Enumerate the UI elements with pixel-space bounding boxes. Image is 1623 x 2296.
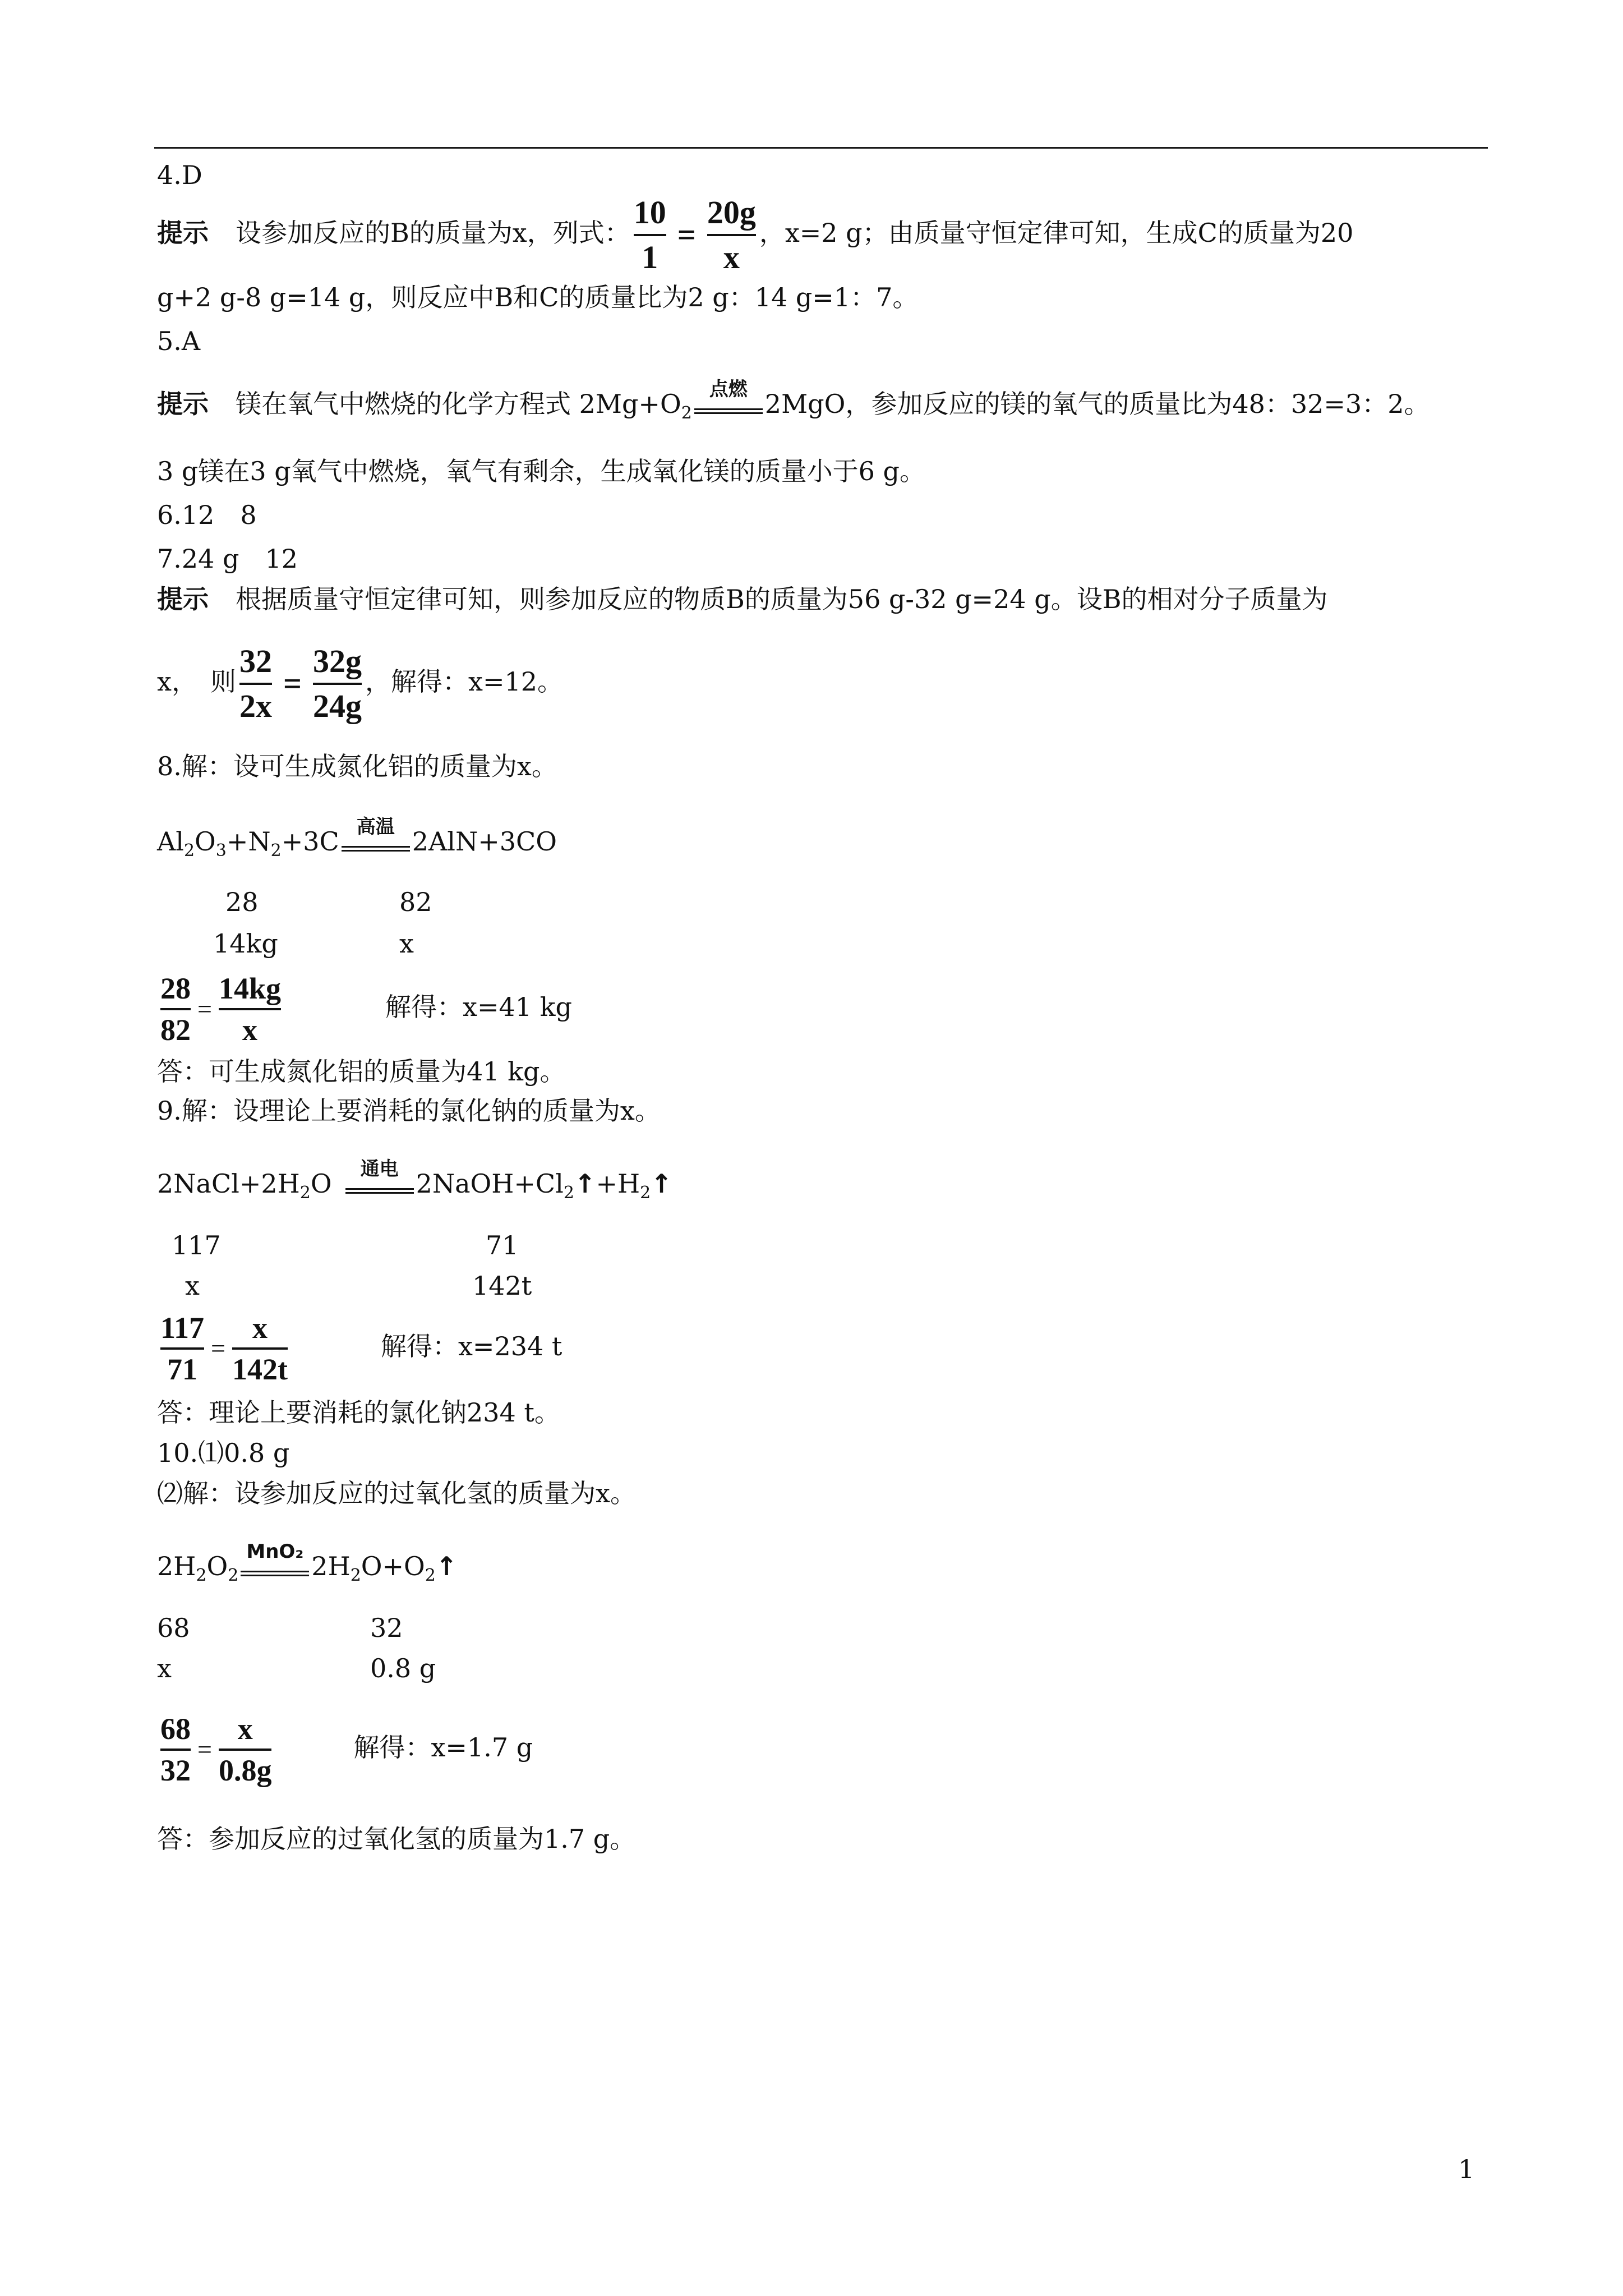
fraction: $\frac{x}{0.8g}$ (218, 1712, 272, 1787)
hint-label: 提示 (157, 584, 209, 614)
answer-9-final: 答：理论上要消耗的氯化钠234 t。 (157, 1397, 560, 1428)
mass-10-a: x (157, 1653, 172, 1683)
ratio-10-a: 68 (157, 1613, 190, 1643)
ratio-8-b: 82 (399, 887, 432, 917)
reaction-condition: 点燃 (692, 387, 765, 421)
mass-9-b: 142t (472, 1271, 532, 1301)
mass-10-b: 0.8 g (370, 1653, 436, 1683)
proportion-9: $\frac{117}{71}$ = $\frac{x}{142t}$ 解得：x=234 t (157, 1304, 562, 1388)
hint-label: 提示 (157, 218, 209, 248)
answer-4: 4.D (157, 160, 202, 190)
page-number: 1 (1458, 2154, 1475, 2184)
answer-10-2: ⑵解：设参加反应的过氧化氢的质量为x。 (157, 1478, 636, 1508)
reaction-condition: 高温 (339, 825, 412, 858)
fraction: $\frac{28}{82}$ (160, 972, 191, 1047)
fraction: $\frac{x}{142t}$ (232, 1311, 288, 1386)
hint-4-cont: g+2 g-8 g=14 g，则反应中B和C的质量比为2 g：14 g=1：7。 (157, 282, 919, 312)
hint-5-cont: 3 g镁在3 g氧气中燃烧，氧气有剩余，生成氧化镁的质量小于6 g。 (157, 456, 926, 486)
answer-10-final: 答：参加反应的过氧化氢的质量为1.7 g。 (157, 1824, 636, 1854)
mass-8-b: x (399, 928, 414, 959)
fraction: $\frac{14kg}{x}$ (218, 972, 281, 1047)
hint-4: 提示 设参加反应的B的质量为x，列式： $\frac{10}{1}$ = $\frac{20g}{x}$ ，x=2 g；由质量守恒定律可知，生成C的质量为20 (157, 191, 1353, 275)
hint-7-cont: x， 则 $\frac{32}{2x}$ = $\frac{32g}{24g}$ ，解得：x=12。 (157, 639, 563, 724)
hint-5: 提示 镁在氧气中燃烧的化学方程式 $2Mg+O_2$ 点燃 2MgO，参加反应的镁的氧气的质量比为48：32=3：2。 (157, 378, 1430, 424)
answer-8-final: 答：可生成氮化铝的质量为41 kg。 (157, 1056, 566, 1087)
ratio-9-a: 117 (172, 1230, 221, 1260)
fraction: $\frac{117}{71}$ (160, 1311, 205, 1386)
answer-8: 8.解：设可生成氮化铝的质量为x。 (157, 751, 557, 781)
answer-10-1: 10.⑴0.8 g (157, 1438, 290, 1468)
reaction-condition: MnO₂ (238, 1549, 311, 1583)
ratio-9-b: 71 (486, 1230, 519, 1260)
fraction: $\frac{32g}{24g}$ (313, 643, 362, 724)
equation-9: $2NaCl+2H_2O$ 通电 $2NaOH+Cl_2↑+H_2↑$ (157, 1158, 672, 1203)
fraction: $\frac{20g}{x}$ (707, 194, 756, 275)
ratio-8-a: 28 (225, 887, 259, 917)
hint-label: 提示 (157, 389, 209, 419)
fraction: $\frac{68}{32}$ (160, 1712, 191, 1787)
fraction: $\frac{10}{1}$ (633, 194, 666, 275)
proportion-10: $\frac{68}{32}$ = $\frac{x}{0.8g}$ 解得：x=1.7 g (157, 1705, 533, 1789)
proportion-8: $\frac{28}{82}$ = $\frac{14kg}{x}$ 解得：x=41 kg (157, 965, 572, 1049)
answer-9: 9.解：设理论上要消耗的氯化钠的质量为x。 (157, 1096, 661, 1126)
answer-7: 7.24 g 12 (157, 544, 298, 574)
hint-7: 提示 根据质量守恒定律可知，则参加反应的物质B的质量为56 g-32 g=24 g。设B的相对分子质量为 (157, 584, 1328, 614)
ratio-10-b: 32 (370, 1613, 403, 1643)
answer-5: 5.A (157, 326, 201, 356)
equation-8: $Al_2O_3+N_2+3C$ 高温 2AlN+3CO (157, 816, 557, 861)
reaction-condition: 通电 (343, 1167, 416, 1200)
fraction: $\frac{32}{2x}$ (239, 643, 272, 724)
mass-8-a: 14kg (213, 928, 278, 959)
header-rule (154, 147, 1488, 149)
equation-10: $2H_2O_2$ MnO₂ $2H_2O+O_2↑$ (157, 1540, 458, 1586)
answer-6: 6.12 8 (157, 500, 257, 530)
mass-9-a: x (185, 1271, 200, 1301)
